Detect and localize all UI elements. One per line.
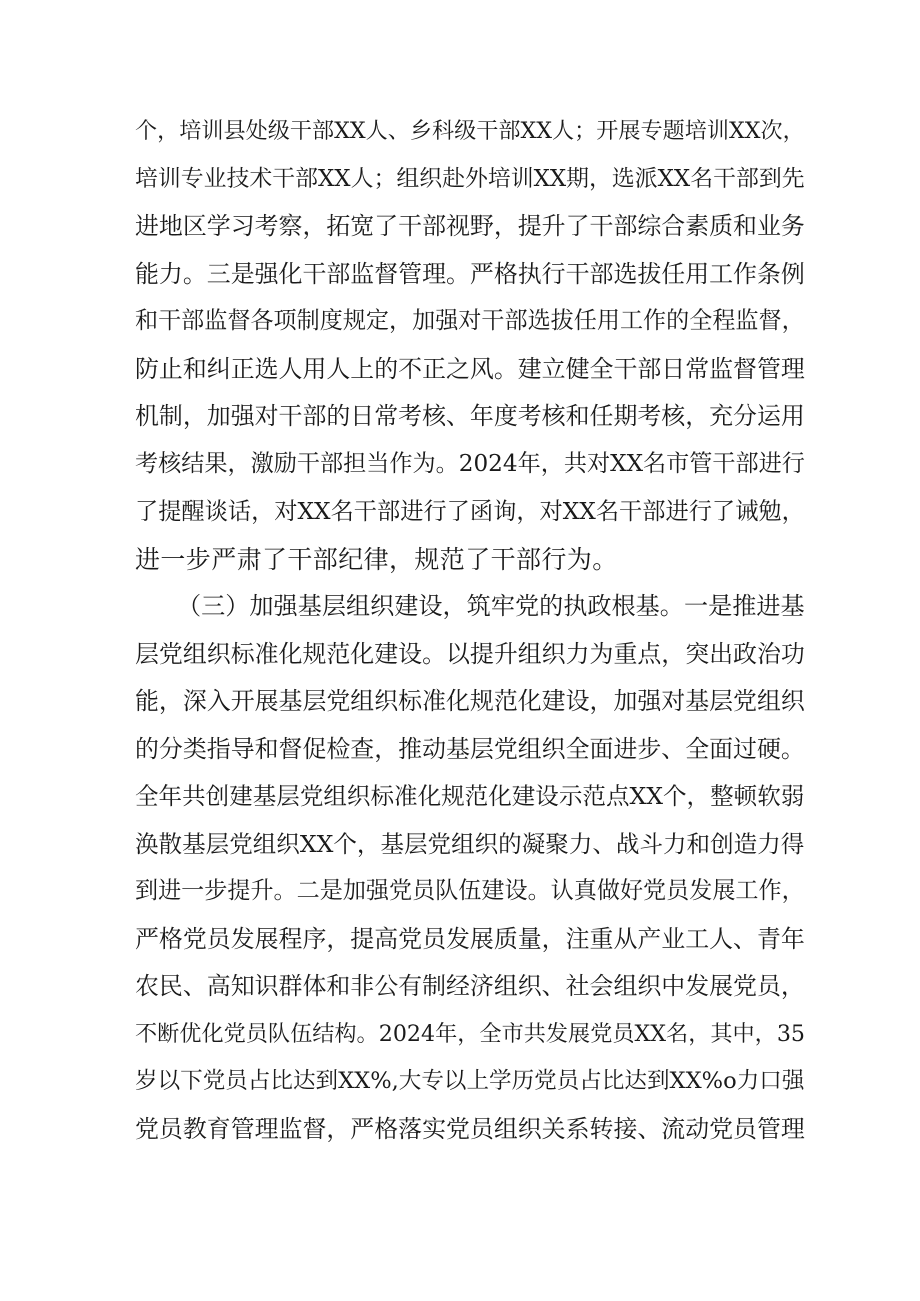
text-line: 能，深入开展基层党组织标准化规范化建设，加强对基层党组织 (135, 687, 805, 715)
text-line: 层党组织标准化规范化建设。以提升组织力为重点，突出政治功 (135, 639, 805, 668)
body-text (135, 108, 805, 1153)
text-line: 严格党员发展程序，提高党员发展质量，注重从产业工人、青年 (135, 924, 805, 953)
text-line: 农民、高知识群体和非公有制经济组织、社会组织中发展党员， (135, 972, 805, 1000)
text-line: 个，培训县处级干部XX人、乡科级干部XX人；开展专题培训XX次， (135, 118, 805, 144)
text-line: 和干部监督各项制度规定，加强对干部选拔任用工作的全程监督， (135, 308, 805, 334)
text-line: 防止和纠正选人用人上的不正之风。建立健全干部日常监督管理 (135, 354, 805, 383)
text-line: 培训专业技术干部XX人；组织赴外培训XX期，选派XX名干部到先 (135, 165, 805, 192)
text-line: 的分类指导和督促检查，推动基层党组织全面进步、全面过硬。 (135, 734, 805, 763)
text-line: 了提醒谈话，对XX名干部进行了函询，对XX名干部进行了诫勉， (135, 498, 805, 525)
text-line: 机制，加强对干部的日常考核、年度考核和任期考核，充分运用 (135, 402, 805, 430)
section-heading-line: （三）加强基层组织建设，筑牢党的执政根基。一是推进基 (177, 592, 805, 620)
text-line: 能力。三是强化干部监督管理。严格执行干部选拔任用工作条例 (135, 259, 805, 288)
text-line: 进一步严肃了干部纪律，规范了干部行为。 (135, 544, 618, 574)
text-line: 到进一步提升。二是加强党员队伍建设。认真做好党员发展工作， (135, 878, 805, 904)
text-line: 考核结果，激励干部担当作为。2024年，共对XX名市管干部进行 (135, 450, 805, 477)
text-line: 党员教育管理监督，严格落实党员组织关系转接、流动党员管理 (135, 1114, 805, 1143)
text-line: 涣散基层党组织XX个，基层党组织的凝聚力、战斗力和创造力得 (135, 829, 805, 858)
text-line: 岁以下党员占比达到XX%,大专以上学历党员占比达到XX%o力口强 (135, 1068, 805, 1094)
text-line: 全年共创建基层党组织标准化规范化建设示范点XX个，整顿软弱 (135, 782, 805, 810)
text-line: 不断优化党员队伍结构。2024年，全市共发展党员XX名，其中，35 (135, 1020, 806, 1047)
text-line: 进地区学习考察，拓宽了干部视野，提升了干部综合素质和业务 (135, 212, 805, 240)
